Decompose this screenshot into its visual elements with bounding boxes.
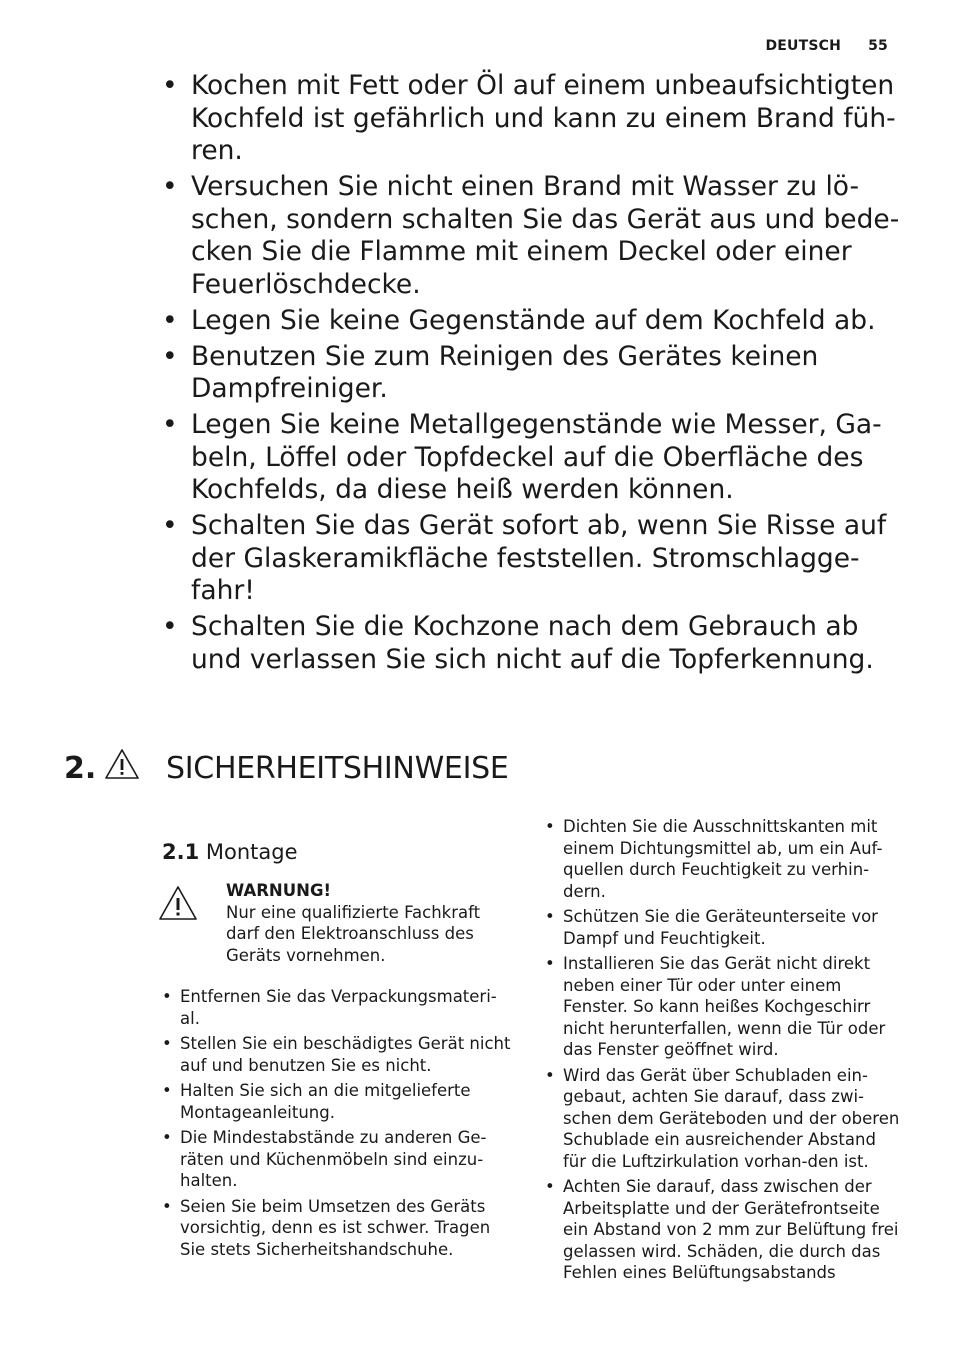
list-item: • Halten Sie sich an die mitgelieferte Montageanleitung.: [162, 1080, 512, 1123]
list-item: • Legen Sie keine Gegenstände auf dem Kochfeld ab.: [162, 305, 902, 338]
subsection-number: 2.1: [162, 840, 200, 864]
warning-triangle-icon: [104, 747, 140, 789]
list-item: • Stellen Sie ein beschädigtes Gerät nicht auf und benutzen Sie es nicht.: [162, 1033, 512, 1076]
list-item: • Schalten Sie die Kochzone nach dem Gebrauch ab und verlassen Sie sich nicht auf die Topferkennung.: [162, 611, 902, 676]
list-item: • Entfernen Sie das Verpackungsmateri-al.: [162, 986, 512, 1029]
list-item: • Dichten Sie die Ausschnittskanten mit einem Dichtungsmittel ab, um ein Auf-quellen durch Feuchtigkeit zu verhin-dern.: [545, 816, 900, 902]
section-heading: [64, 746, 509, 790]
list-item: • Benutzen Sie zum Reinigen des Gerätes keinen Dampfreiniger.: [162, 341, 902, 406]
subsection-title: Montage: [205, 840, 298, 864]
list-item: • Kochen mit Fett oder Öl auf einem unbeaufsichtigten Kochfeld ist gefährlich und kann zu einem Brand füh-ren.: [162, 70, 902, 168]
list-item: • Installieren Sie das Gerät nicht direkt neben einer Tür oder unter einem Fenster. So kann heißes Kochgeschirr nicht herunterfallen, wenn die Tür oder das Fenster geöffnet wird.: [545, 953, 900, 1061]
list-item: • Legen Sie keine Metallgegenstände wie Messer, Ga-beln, Löffel oder Topfdeckel auf die Oberfläche des Kochfelds, da diese heiß werden können.: [162, 409, 902, 507]
page-header: [765, 38, 888, 54]
warning-icon: [158, 880, 226, 966]
warning-text: Nur eine qualifizierte Fachkraft darf den Elektroanschluss des Geräts vornehmen.: [226, 902, 481, 965]
list-item: • Seien Sie beim Umsetzen des Geräts vorsichtig, denn es ist schwer. Tragen Sie stets Sicherheitshandschuhe.: [162, 1196, 512, 1261]
page-number: 55: [868, 38, 888, 54]
list-item: • Schalten Sie das Gerät sofort ab, wenn Sie Risse auf der Glaskeramikfläche feststellen. Stromschlagge-fahr!: [162, 510, 902, 608]
section-number: 2.: [64, 750, 97, 786]
section-title: SICHERHEITSHINWEISE: [166, 750, 509, 786]
subsection-heading: [162, 840, 298, 864]
list-item: • Schützen Sie die Geräteunterseite vor Dampf und Feuchtigkeit.: [545, 906, 900, 949]
list-item: • Achten Sie darauf, dass zwischen der Arbeitsplatte und der Gerätefrontseite ein Abstand von 2 mm zur Belüftung frei gelassen wird. Schäden, die durch das Fehlen eines Belüftungsabstands: [545, 1176, 900, 1284]
list-item: • Die Mindestabstände zu anderen Ge-räten und Küchenmöbeln sind einzu-halten.: [162, 1127, 512, 1192]
list-item: • Versuchen Sie nicht einen Brand mit Wasser zu lö-schen, sondern schalten Sie das Gerät aus und bede-cken Sie die Flamme mit einem Deckel oder einer Feuerlöschdecke.: [162, 171, 902, 301]
list-item: • Wird das Gerät über Schubladen ein-gebaut, achten Sie darauf, dass zwi-schen dem Geräteboden und der oberen Schublade ein ausreichender Abstand für die Luftzirkulation vorhan-den ist.: [545, 1065, 900, 1173]
left-bullet-list: [162, 986, 512, 1264]
warning-box: [158, 880, 498, 966]
warning-title: WARNUNG!: [226, 881, 332, 900]
top-bullet-list: [162, 70, 902, 680]
header-language: DEUTSCH: [765, 38, 842, 54]
right-bullet-list: [545, 816, 900, 1288]
